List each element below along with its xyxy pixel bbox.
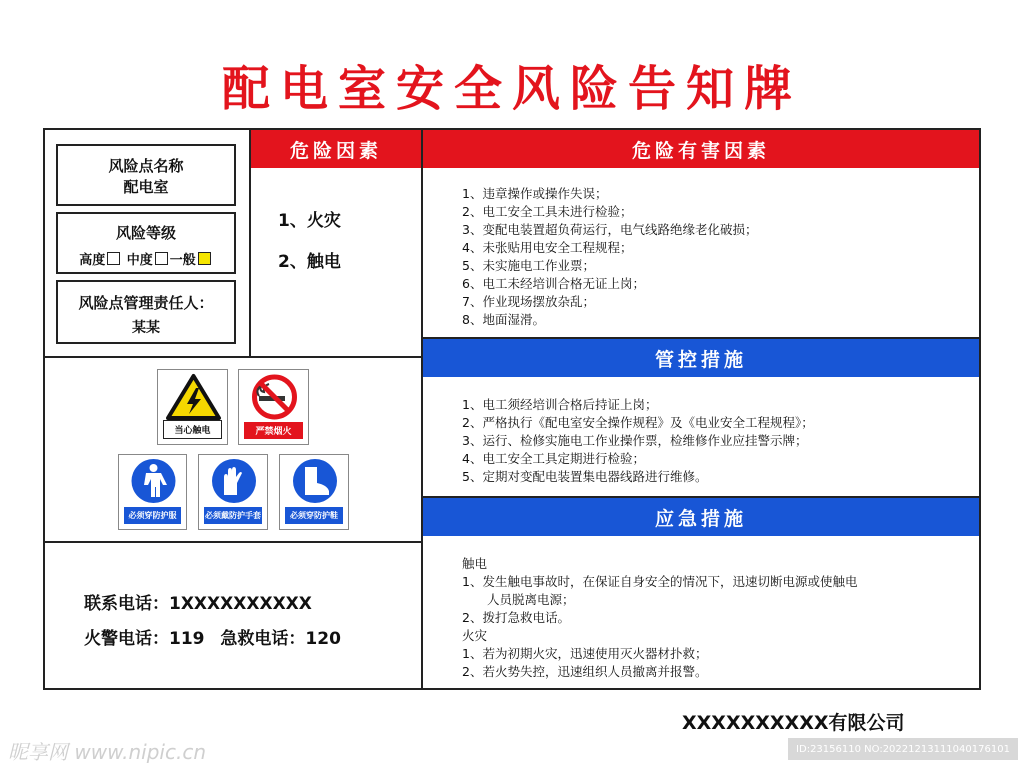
electric-warning-icon <box>158 372 229 422</box>
ambulance-phone: 急救电话：120 <box>220 629 341 649</box>
divider-left-row2 <box>43 541 423 543</box>
list-item: 4、未张贴用电安全工程规程； <box>462 240 633 255</box>
risk-name-label: 风险点名称 <box>108 157 184 175</box>
list-item: 1、若为初期火灾，迅速使用灭火器材扑救； <box>462 646 708 661</box>
fire-phone: 火警电话：119 <box>84 629 205 649</box>
company-name: XXXXXXXXXX有限公司 <box>682 712 905 734</box>
sign-protective-shoes <box>279 454 349 530</box>
sign-caption-gloves: 必须戴防护手套 <box>204 507 262 524</box>
risk-name-box <box>56 144 236 206</box>
sign-protective-clothing <box>118 454 187 530</box>
manager-value: 某某 <box>132 320 160 336</box>
no-smoking-icon <box>239 372 310 422</box>
list-item: 4、电工安全工具定期进行检验； <box>462 451 645 466</box>
risk-level-options <box>58 249 234 268</box>
header-hazardous-factors: 危险有害因素 <box>423 130 979 168</box>
list-item: 1、发生触电事故时，在保证自身安全的情况下，迅速切断电源或使触电 <box>462 574 858 589</box>
list-item: 2、若火势失控，迅速组织人员撤离并报警。 <box>462 664 708 679</box>
list-item: 1、违章操作或操作失误； <box>462 186 608 201</box>
divider-vertical-main <box>421 128 423 690</box>
list-item: 5、未实施电工作业票； <box>462 258 595 273</box>
protective-clothing-icon <box>119 455 188 507</box>
list-item: 7、作业现场摆放杂乱； <box>462 294 595 309</box>
risk-name-value: 配电室 <box>123 178 169 196</box>
level-low-checkbox <box>198 252 211 265</box>
manager-label: 风险点管理责任人： <box>78 294 214 312</box>
emergency-phones <box>84 624 341 649</box>
risk-level-label: 风险等级 <box>115 224 176 242</box>
protective-gloves-icon <box>199 455 269 507</box>
list-item: 人员脱离电源； <box>462 592 575 607</box>
risk-level-box <box>56 212 236 274</box>
page-title: 配电室安全风险告知牌 <box>221 61 802 117</box>
contact-phone: 联系电话：1XXXXXXXXXX <box>84 594 312 614</box>
header-emergency-measures: 应急措施 <box>423 498 979 536</box>
manager-box <box>56 280 236 344</box>
list-item: 5、定期对变配电装置集电器线路进行维修。 <box>462 469 708 484</box>
list-item: 2、电工安全工具未进行检验； <box>462 204 633 219</box>
header-danger-factors: 危险因素 <box>251 130 421 168</box>
danger-factor-1: 1、火灾 <box>278 211 341 231</box>
list-item: 1、电工须经培训合格后持证上岗； <box>462 397 658 412</box>
hazardous-factors-list <box>462 185 757 329</box>
level-medium-label: 中度 <box>126 253 153 268</box>
divider-left-row1 <box>43 356 423 358</box>
list-item: 3、运行、检修实施电工作业操作票，检维修作业应挂警示牌； <box>462 433 808 448</box>
list-item: 火灾 <box>462 628 488 643</box>
watermark: 昵享网 www.nipic.cn <box>8 740 207 764</box>
sign-protective-gloves <box>198 454 268 530</box>
sign-caption-shoes: 必须穿防护鞋 <box>285 507 343 524</box>
list-item: 2、严格执行《配电室安全操作规程》及《电业安全工程规程》； <box>462 415 814 430</box>
list-item: 触电 <box>462 556 488 571</box>
danger-factor-2: 2、触电 <box>278 252 341 272</box>
list-item: 2、拨打急救电话。 <box>462 610 570 625</box>
image-id-bar: ID:23156110 NO:20221213111040176101 <box>788 738 1018 760</box>
list-item: 3、变配电装置超负荷运行，电气线路绝缘老化破损； <box>462 222 758 237</box>
level-low-label: 一般 <box>169 253 196 268</box>
protective-shoes-icon <box>280 455 350 507</box>
list-item: 8、地面湿滑。 <box>462 312 545 327</box>
level-medium-checkbox <box>155 252 168 265</box>
sign-caption-electric: 当心触电 <box>163 420 222 439</box>
level-high-label: 高度 <box>79 253 106 268</box>
sign-electric-shock <box>157 369 228 445</box>
header-control-measures: 管控措施 <box>423 339 979 377</box>
sign-no-smoking <box>238 369 309 445</box>
control-measures-list <box>462 396 814 486</box>
emergency-measures-list <box>462 555 857 681</box>
sign-caption-no-smoking: 严禁烟火 <box>244 422 303 439</box>
level-high-checkbox <box>107 252 120 265</box>
list-item: 6、电工未经培训合格无证上岗； <box>462 276 645 291</box>
sign-caption-clothing: 必须穿防护服 <box>124 507 181 524</box>
